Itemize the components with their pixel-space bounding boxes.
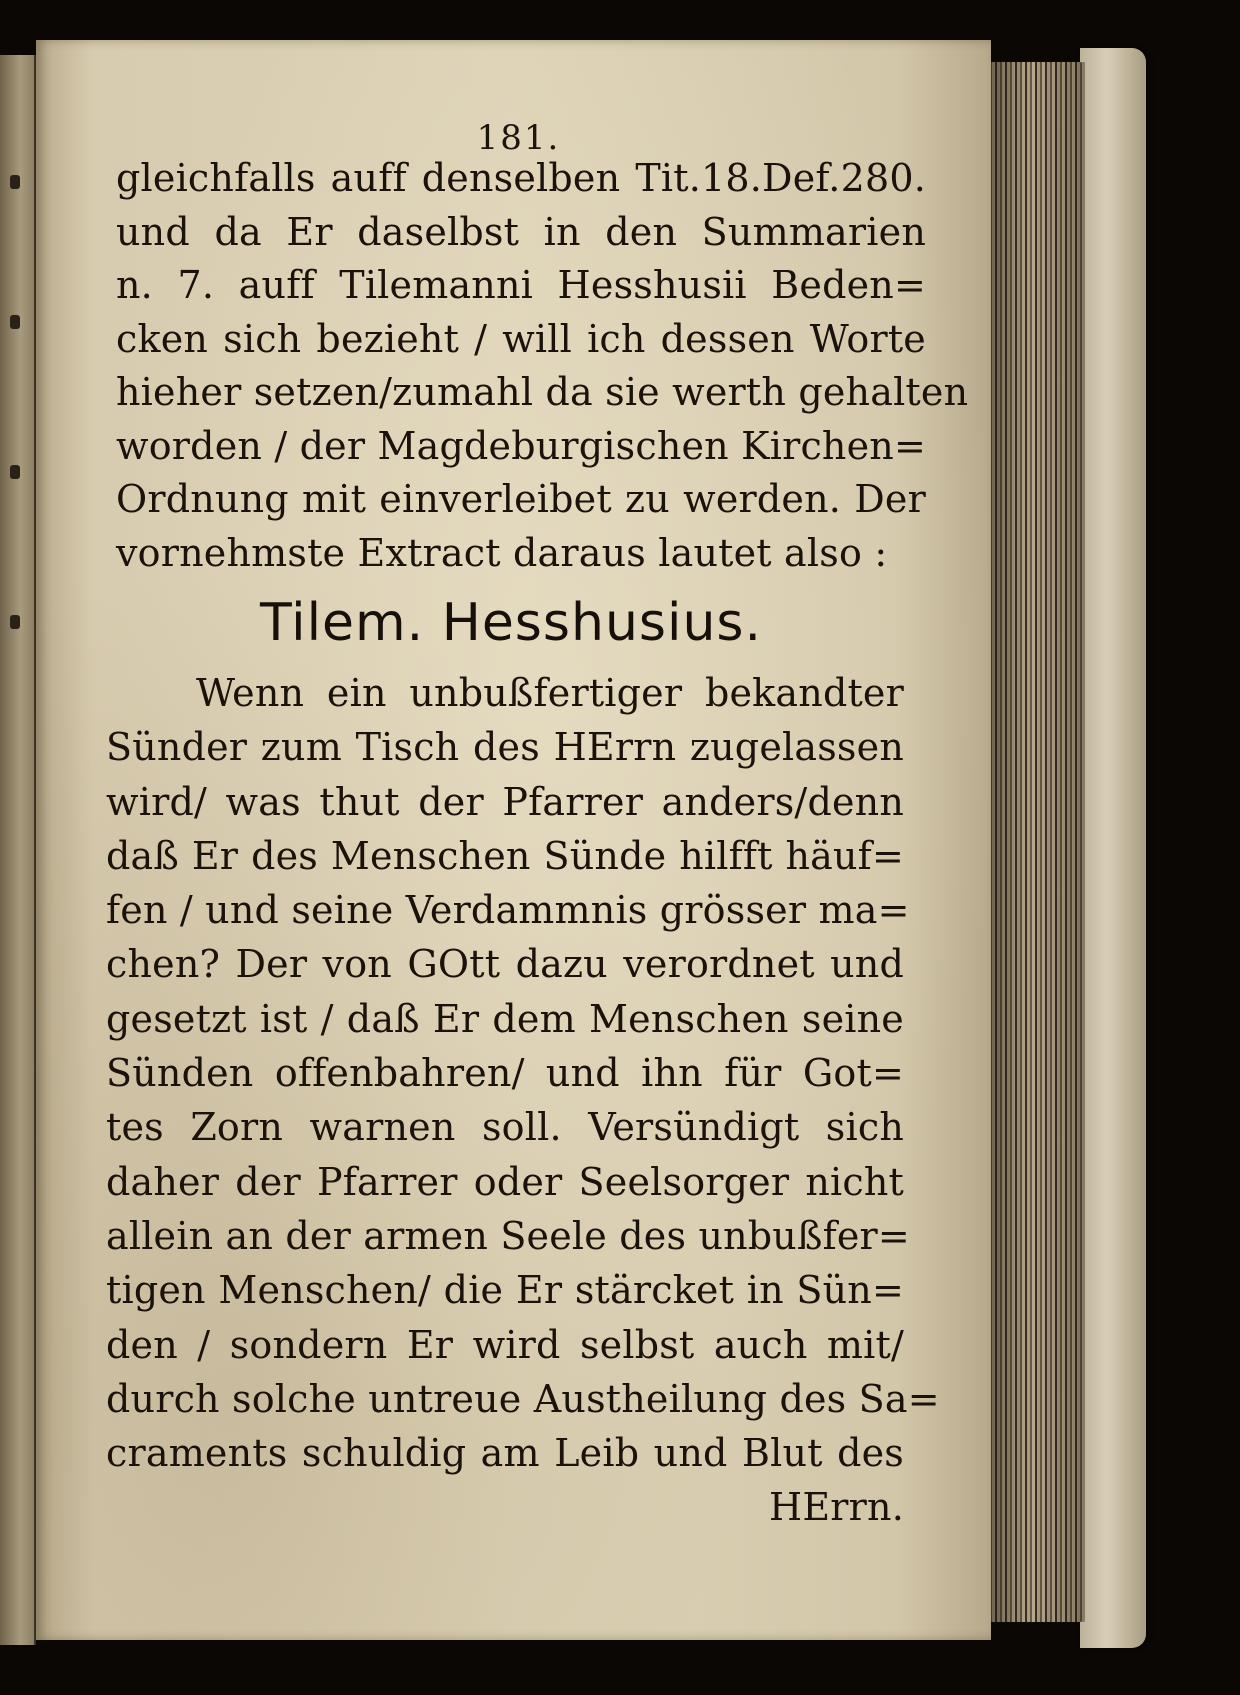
- text-line: daher der Pfarrer oder Seelsorger nicht: [106, 1159, 904, 1204]
- text-line: fen / und seine Verdammnis grösser ma=: [106, 888, 910, 933]
- text-line: Ordnung mit einverleibet zu werden. Der: [116, 477, 926, 521]
- page-number: 181.: [476, 118, 561, 158]
- facing-page-edge: [0, 55, 36, 1645]
- text-line: chen? Der von GOtt dazu verordnet und: [106, 942, 904, 987]
- text-line: tigen Menschen/ die Er stärcket in Sün=: [106, 1268, 904, 1313]
- text-line: Sünden offenbahren/ und ihn für Got=: [106, 1051, 904, 1096]
- ink-mark: [10, 175, 20, 189]
- text-line: allein an der armen Seele des unbußfer=: [106, 1213, 910, 1258]
- text-line: vornehmste Extract daraus lautet also :: [116, 530, 888, 575]
- text-line: n. 7. auff Tilemanni Hesshusii Beden=: [116, 263, 926, 307]
- ink-mark: [10, 615, 20, 629]
- page-edges-shadow: [985, 62, 1085, 1622]
- page-edges: [985, 62, 1085, 1622]
- text-line: und da Er daselbst in den Summarien: [116, 209, 926, 254]
- page-text: [106, 152, 969, 1535]
- quotation-body: [106, 666, 940, 1535]
- text-line: Sünder zum Tisch des HErrn zugelassen: [106, 725, 904, 770]
- text-line: daß Er des Menschen Sünde hilfft häuf=: [106, 833, 904, 878]
- text-line: cken sich bezieht / will ich dessen Worte: [116, 316, 926, 361]
- text-line: gesetzt ist / daß Er dem Menschen seine: [106, 996, 904, 1041]
- book-page: [36, 40, 991, 1640]
- text-line: tes Zorn warnen soll. Versündigt sich: [106, 1105, 904, 1150]
- text-line: durch solche untreue Austheilung des Sa=: [106, 1376, 940, 1421]
- text-line: worden / der Magdeburgischen Kirchen=: [116, 423, 926, 468]
- text-line: HErrn.: [769, 1485, 904, 1530]
- text-line: craments schuldig am Leib und Blut des: [106, 1431, 904, 1476]
- ink-mark: [10, 465, 20, 479]
- ink-mark: [10, 315, 20, 329]
- book-cover-edge: [1080, 48, 1146, 1648]
- text-line: gleichfalls auff denselben Tit.18.Def.280.: [116, 156, 926, 200]
- text-line: hieher setzen/zumahl da sie werth gehalten: [116, 370, 969, 414]
- text-line: wird/ was thut der Pfarrer anders/denn: [106, 779, 904, 824]
- text-line: den / sondern Er wird selbst auch mit/: [106, 1322, 904, 1367]
- section-heading: Tilem. Hesshusius.: [259, 593, 763, 653]
- text-line: Wenn ein unbußfertiger bekandter: [196, 671, 904, 715]
